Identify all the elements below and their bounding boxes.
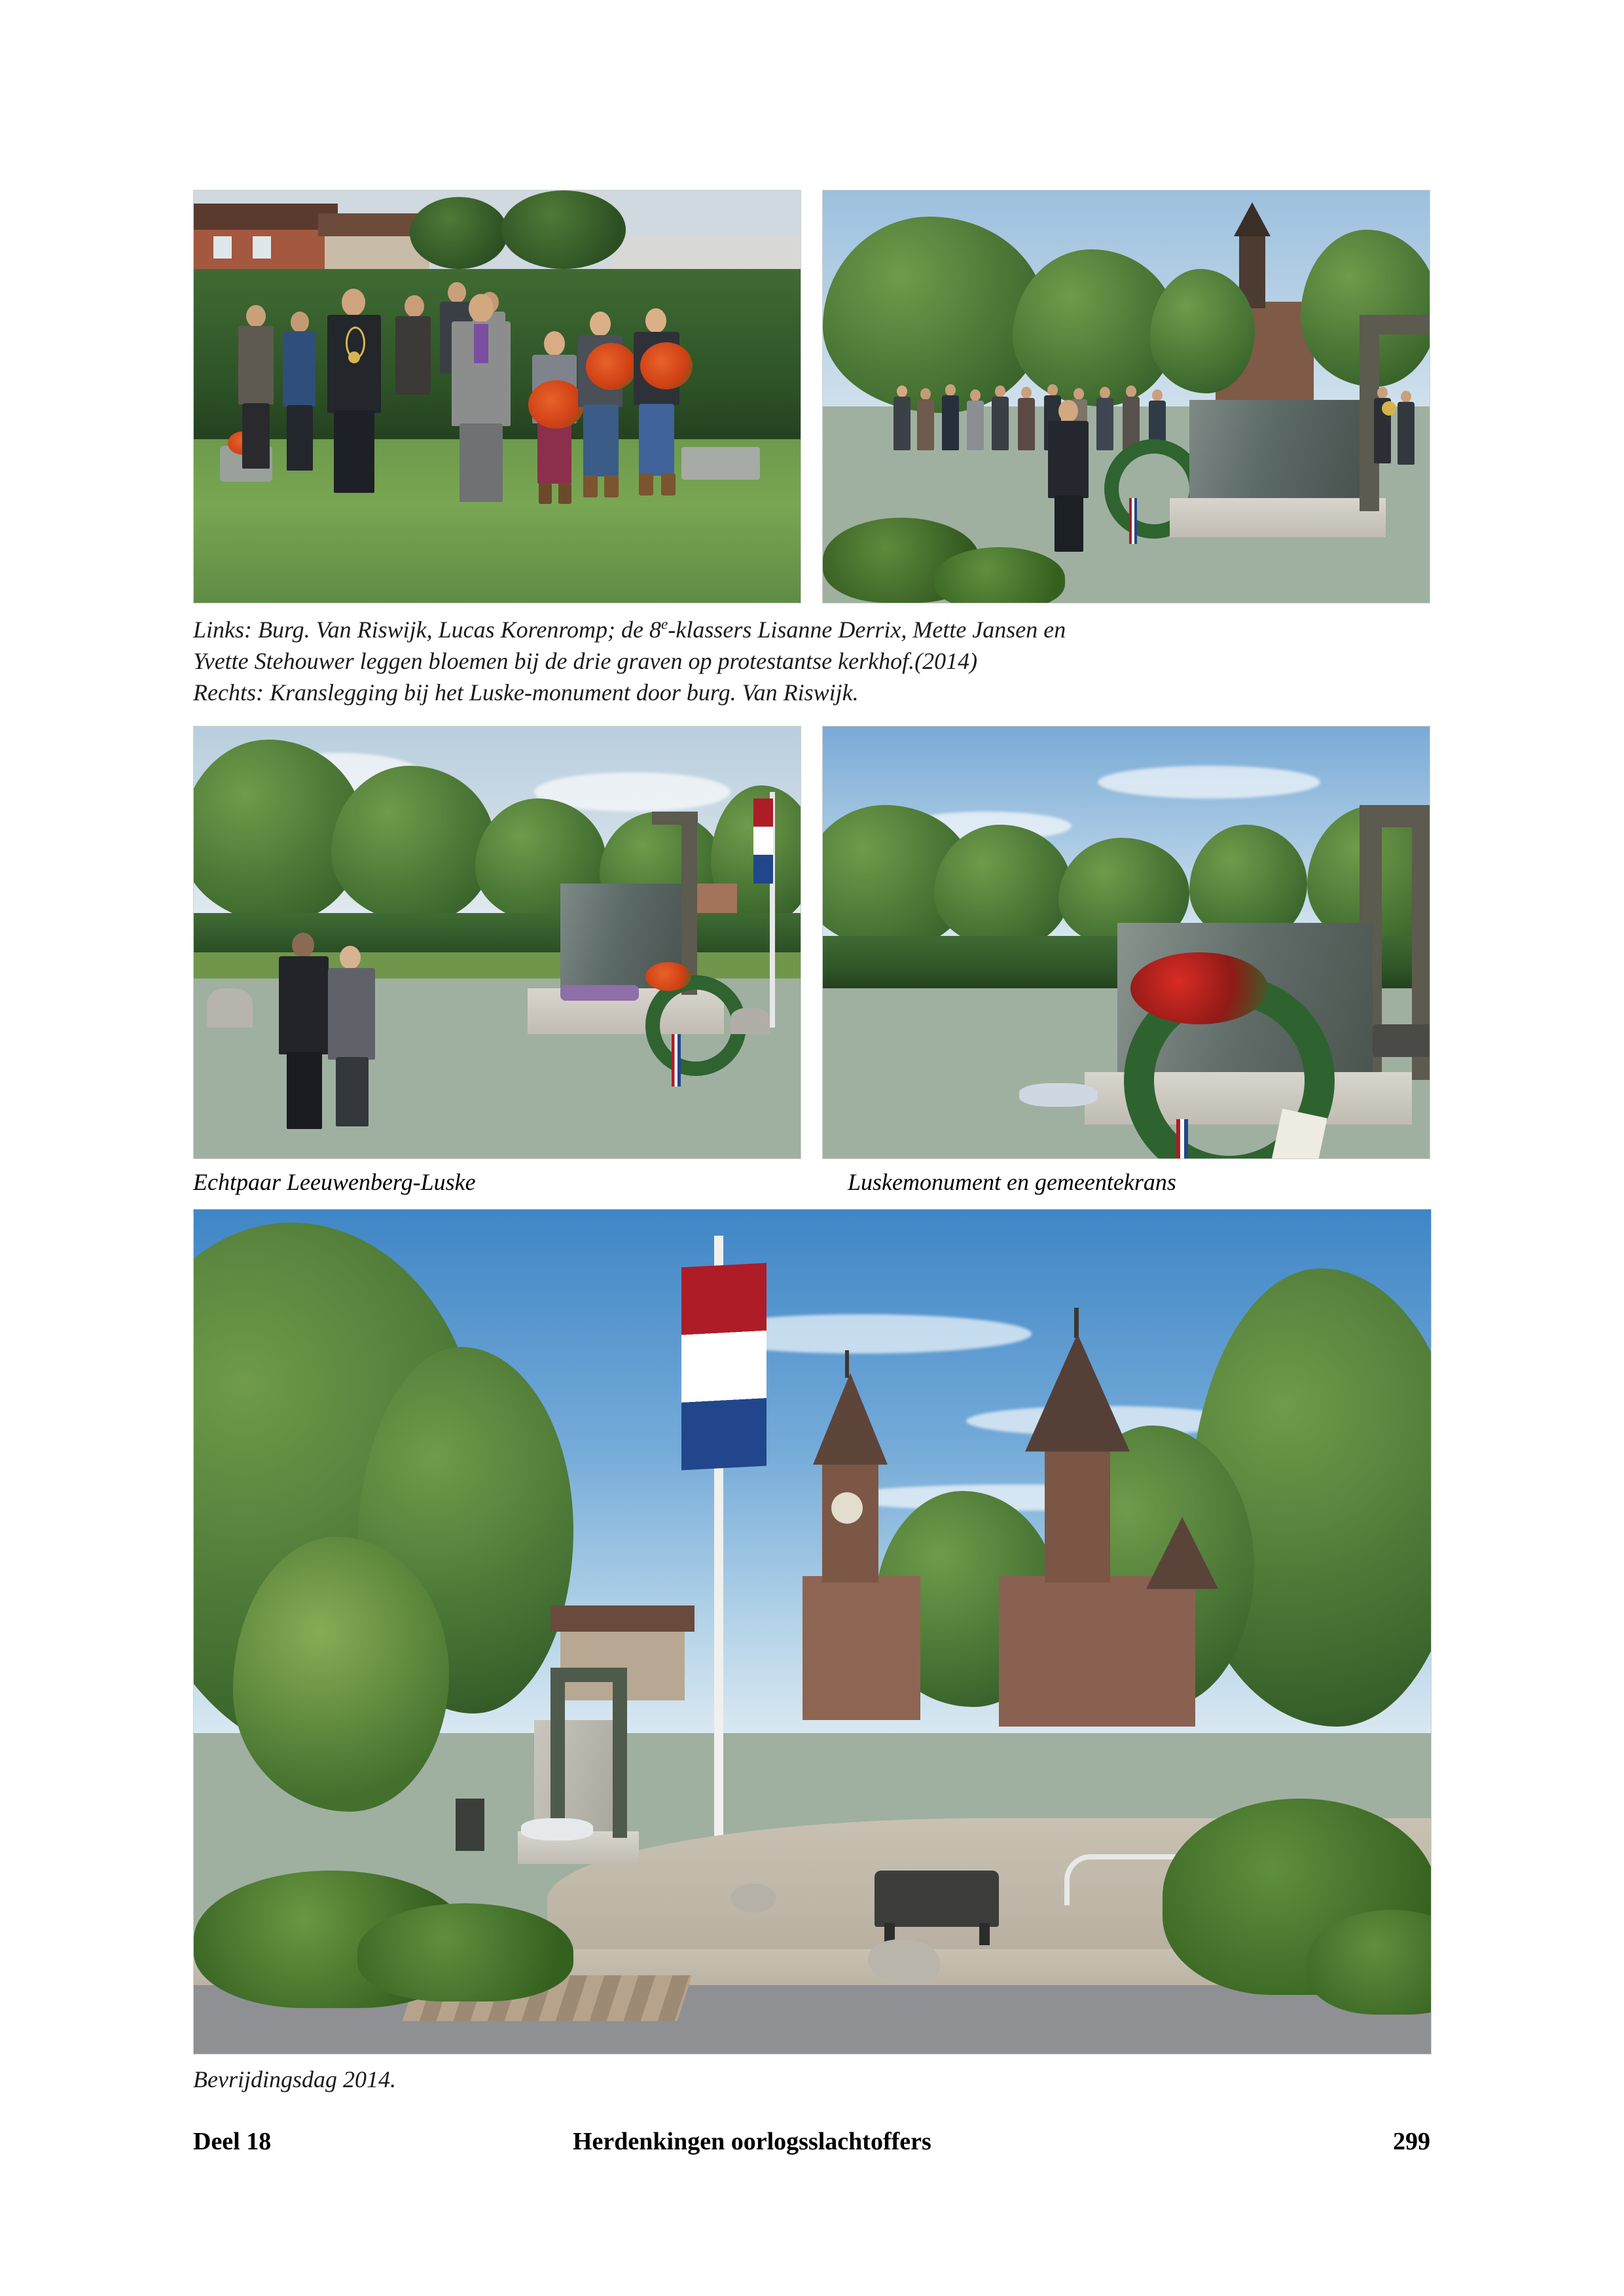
- photo-top-right: [822, 190, 1430, 603]
- person-figure: [1039, 400, 1098, 550]
- photo-row-middle: [193, 726, 1430, 1159]
- photo-mid-left: [193, 726, 801, 1159]
- photo-top-left: [193, 190, 801, 603]
- caption-line1-superscript: e: [660, 616, 668, 633]
- page-footer: [193, 2127, 1430, 2156]
- caption-middle-left: Echtpaar Leeuwenberg-Luske: [193, 1168, 476, 1195]
- caption-line3: Rechts: Kranslegging bij het Luske-monument door burg. Van Riswijk.: [193, 679, 859, 706]
- caption-line2: Yvette Stehouwer leggen bloemen bij de drie graven op protestantse kerkhof.(2014): [193, 648, 978, 675]
- caption-middle-right: Luskemonument en gemeentekrans: [848, 1168, 1176, 1195]
- dutch-flag: [681, 1263, 767, 1470]
- photo-mid-right: [822, 726, 1430, 1159]
- footer-section-title: Herdenkingen oorlogsslachtoffers: [573, 2128, 931, 2155]
- caption-row-middle: [193, 1168, 1430, 1196]
- photo-bottom: [193, 1209, 1432, 2054]
- caption-line1-suffix: -klassers Lisanne Derrix, Mette Jansen en: [668, 617, 1066, 643]
- caption-line1-prefix: Links: Burg. Van Riswijk, Lucas Korenromp; de 8: [193, 617, 661, 643]
- footer-page-number: 299: [1393, 2128, 1430, 2155]
- caption-bottom: Bevrijdingsdag 2014.: [193, 2066, 396, 2092]
- photo-row-top: [193, 190, 1430, 603]
- bench: [875, 1871, 999, 1927]
- footer-part-label: Deel 18: [193, 2128, 272, 2155]
- caption-top-block: [193, 614, 1430, 709]
- photo-row-bottom: [193, 1209, 1430, 2054]
- person-figure: [233, 305, 279, 475]
- page-content: [193, 190, 1430, 2095]
